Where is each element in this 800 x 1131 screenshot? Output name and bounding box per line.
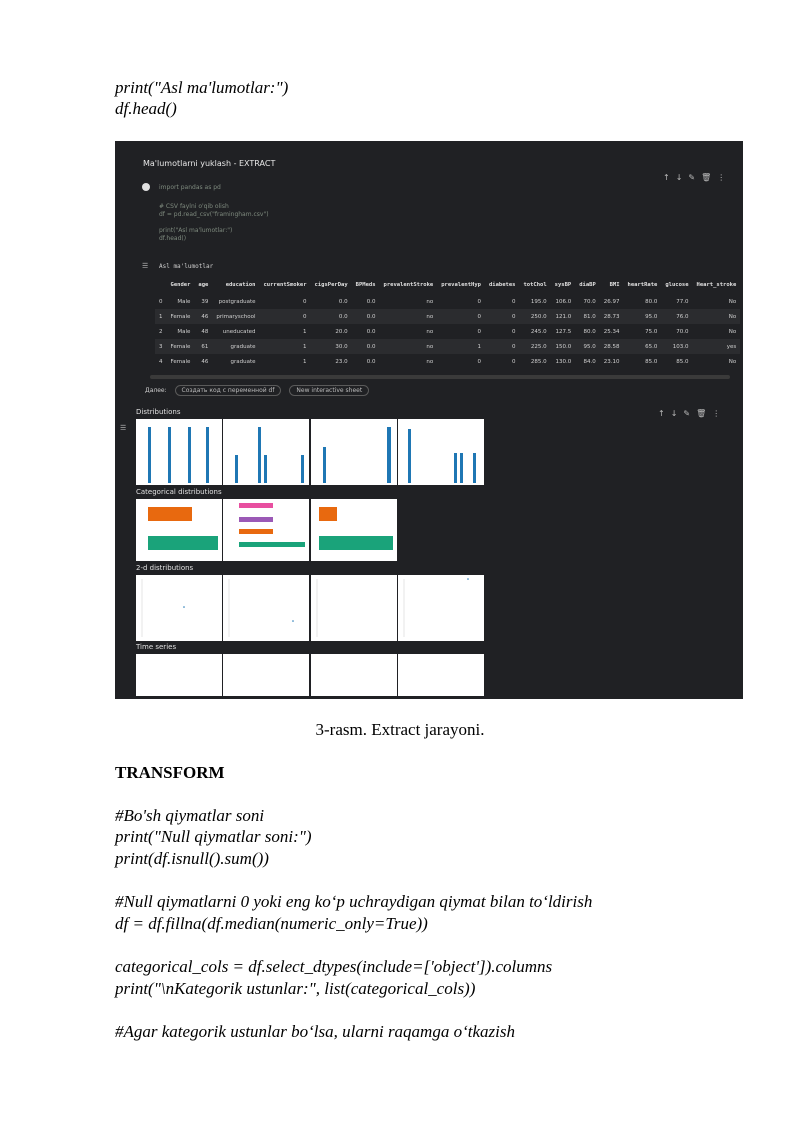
table-cell: 70.0 [676,328,689,335]
table-cell: 0.0 [352,339,380,354]
cell-title: Ma'lumotlarni yuklash - EXTRACT [143,159,276,168]
body-line: df = df.fillna(df.median(numeric_only=True)) [115,914,428,933]
table-row [155,354,740,369]
table-cell: 76.0 [661,309,692,324]
figure-caption: 3-rasm. Extract jarayoni. [315,720,485,739]
table-cell: No [693,309,741,324]
cell-toolbar[interactable]: ↑↓✎🗑⋮ [663,173,732,182]
table-cell: postgraduate [218,298,256,305]
table-cell: 0 [511,358,516,365]
output-icon[interactable]: ☰ [142,262,149,270]
code-line: df = pd.read_csv("framingham.csv") [159,211,269,218]
body-line: #Bo'sh qiymatlar soni [115,806,265,825]
table-cell: 1 [303,328,307,335]
table-cell: 77.0 [676,298,689,305]
table-cell: 150.0 [551,339,576,354]
section-2d: 2-d distributions [136,564,194,572]
table-cell: 1 [437,339,485,354]
categorical-chart[interactable] [136,499,222,561]
table-cell: 85.0 [676,358,689,365]
table-cell: 225.0 [519,339,550,354]
table-cell: 84.0 [583,358,596,365]
table-cell: 0.0 [352,309,380,324]
table-cell: 130.0 [555,358,572,365]
table-cell: 95.0 [575,339,600,354]
table-cell: 48 [201,328,209,335]
table-cell: 250.0 [519,309,550,324]
scatter-chart[interactable] [311,575,397,641]
table-cell: 26.97 [603,298,620,305]
section-distributions: Distributions [136,408,181,416]
body-line: categorical_cols = df.select_dtypes(include=['object']).columns [115,957,553,976]
code-line-print: print("Asl ma'lumotlar:") [115,78,289,97]
scatter-chart[interactable] [223,575,309,641]
table-cell: 0 [477,328,481,335]
next-steps-bar [145,385,369,396]
table-row [155,294,740,309]
section-categorical: Categorical distributions [136,488,222,496]
table-cell: no [426,328,434,335]
table-header [155,276,167,294]
table-cell: 23.0 [335,358,348,365]
table-header: prevalentStroke [383,282,434,288]
table-cell: 70.0 [583,298,596,305]
table-header: totChol [523,282,547,288]
table-cell: 127.5 [555,328,572,335]
code-line-head: df.head() [115,99,177,118]
table-header: glucose [665,282,689,288]
table-cell: 80.0 [583,328,596,335]
table-cell: primaryschool [212,309,259,324]
timeseries-chart[interactable] [223,654,309,696]
table-cell: 245.0 [530,328,547,335]
table-cell: 2 [159,328,163,335]
table-cell: 1 [303,358,307,365]
table-cell: 95.0 [624,309,662,324]
table-cell: 75.0 [645,328,658,335]
code-line: df.head() [159,235,187,242]
body-line: #Null qiymatlarni 0 yoki eng ko‘p uchraydigan qiymat bilan to‘ldirish [115,892,593,911]
table-header: diabetes [488,282,516,288]
table-cell: 4 [159,358,163,365]
table-cell: no [426,358,434,365]
table-cell: 0 [260,309,311,324]
table-header: heartRate [627,282,658,288]
table-cell: No [728,358,737,365]
table-cell: 20.0 [335,328,348,335]
table-cell: 0 [159,298,163,305]
table-cell: 1 [260,339,311,354]
table-header: diaBP [579,282,596,288]
table-cell: Female [167,339,195,354]
table-cell: 3 [155,339,167,354]
table-cell: 23.10 [603,358,620,365]
table-cell: Female [170,358,191,365]
table-cell: 46 [194,309,212,324]
next-label: Далее: [145,387,167,394]
table-cell: 0 [437,309,485,324]
timeseries-chart[interactable] [136,654,222,696]
body-line: print("Null qiymatlar soni:") [115,827,312,846]
body-line: print(df.isnull().sum()) [115,849,269,868]
table-cell: 25.34 [603,328,620,335]
body-line: #Agar kategorik ustunlar bo‘lsa, ularni raqamga o‘tkazish [115,1022,515,1041]
table-header: sysBP [554,282,572,288]
table-cell: No [728,328,737,335]
table-cell: 81.0 [575,309,600,324]
table-row [155,309,740,324]
body-line: print("\nKategorik ustunlar:", list(categorical_cols)) [115,979,476,998]
distribution-chart[interactable] [398,419,484,485]
table-header: cigsPerDay [314,282,348,288]
new-sheet-button[interactable]: New interactive sheet [289,385,369,396]
table-header: Heart_stroke [696,282,737,288]
table-cell: Female [167,309,195,324]
distribution-chart[interactable] [223,419,309,485]
table-cell: 0 [477,298,481,305]
table-cell: 0 [485,309,520,324]
section-timeseries: Time series [136,643,177,651]
table-cell: 0.0 [366,358,376,365]
table-cell: 80.0 [645,298,658,305]
timeseries-chart[interactable] [398,654,484,696]
section-heading: TRANSFORM [115,763,225,782]
table-cell: graduate [212,339,259,354]
table-header: BPMeds [355,282,376,288]
code-line: # CSV faylni o'qib olish [159,203,229,210]
output-label: Asl ma'lumotlar [159,263,214,270]
table-cell: uneducated [222,328,256,335]
table-cell: 195.0 [530,298,547,305]
scatter-chart[interactable] [136,575,222,641]
table-cell: 65.0 [624,339,662,354]
table-cell: 0.0 [338,298,348,305]
table-cell: 61 [194,339,212,354]
table-cell: Male [177,328,191,335]
table-cell: Male [177,298,191,305]
charts-output-icon[interactable]: ☰ [120,424,127,432]
table-cell: 103.0 [661,339,692,354]
table-header: education [225,282,256,288]
table-cell: yes [693,339,741,354]
table-row [155,339,740,354]
table-header: currentSmoker [263,282,307,288]
table-cell: No [728,298,737,305]
table-cell: 0.0 [311,309,352,324]
table-cell: 121.0 [551,309,576,324]
table-cell: 0 [303,298,307,305]
table-cell: 0.0 [366,298,376,305]
table-header: BMI [609,282,620,288]
table-cell: 46 [201,358,209,365]
charts-toolbar[interactable]: ↑↓✎🗑⋮ [658,409,727,418]
table-cell: 106.0 [555,298,572,305]
code-line: print("Asl ma'lumotlar:") [159,227,233,234]
dataframe-table [155,276,740,369]
table-cell: no [380,339,438,354]
distribution-chart[interactable] [311,419,397,485]
table-cell: no [426,298,434,305]
table-cell: 0 [511,298,516,305]
code-line: import pandas as pd [159,184,221,191]
table-header: Gender [170,282,191,288]
table-cell: 285.0 [530,358,547,365]
table-header: prevalentHyp [441,282,481,288]
generate-code-button[interactable]: Создать код с переменной df [175,385,282,396]
table-cell: 85.0 [645,358,658,365]
table-header: age [198,282,209,288]
categorical-chart[interactable] [223,499,309,561]
table-cell: 28.58 [600,339,624,354]
table-cell: graduate [230,358,256,365]
table-cell: 30.0 [311,339,352,354]
distribution-chart[interactable] [136,419,222,485]
notebook-screenshot [115,141,743,699]
categorical-chart[interactable] [311,499,397,561]
table-cell: 28.73 [600,309,624,324]
table-cell: no [380,309,438,324]
table-cell: 0.0 [366,328,376,335]
table-cell: 39 [201,298,209,305]
table-row [155,324,740,339]
table-cell: 0 [511,328,516,335]
scatter-chart[interactable] [398,575,484,641]
timeseries-chart[interactable] [311,654,397,696]
table-cell: 1 [155,309,167,324]
table-cell: 0 [485,339,520,354]
run-button[interactable] [142,183,150,191]
horizontal-scrollbar[interactable] [150,375,730,379]
table-cell: 0 [477,358,481,365]
